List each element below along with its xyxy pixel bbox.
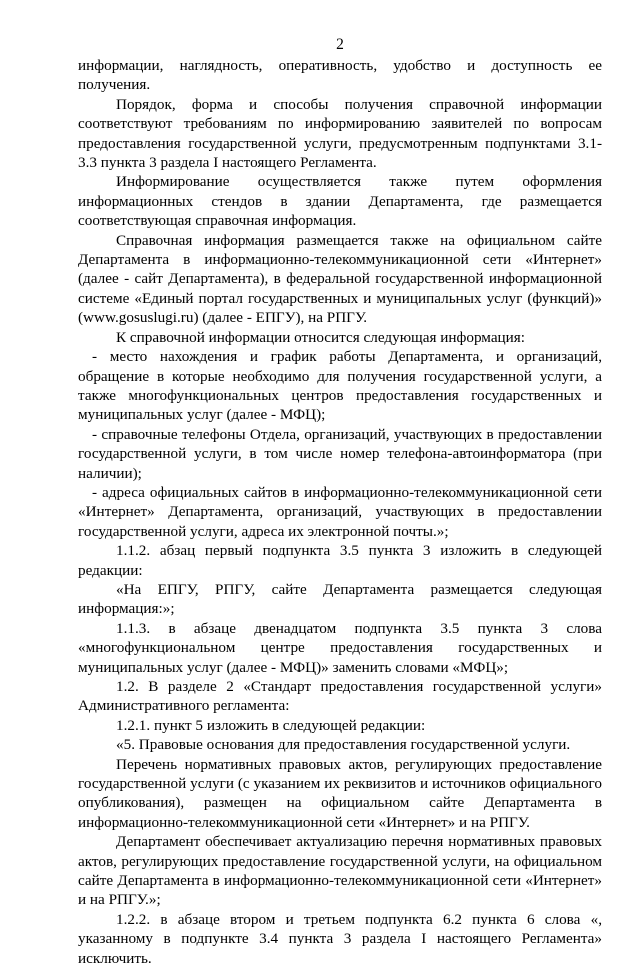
- paragraph-epgu-quote: «На ЕПГУ, РПГУ, сайте Департамента размещается следующая информация:»;: [78, 580, 602, 618]
- paragraph-reference-info-sites: Справочная информация размещается также на официальном сайте Департамента в информационно-телекоммуникационной сети «Интернет» (далее - сайт Департамента), в федеральной государственной информационной системе «Единый портал государственных и муниципальных услуг (функций)» (www.gosuslugi.ru) (далее - ЕПГУ), на РПГУ.: [78, 231, 602, 327]
- paragraph-procedure: Порядок, форма и способы получения справочной информации соответствуют требованиям по информированию заявителей по вопросам предоставления государственной услуги, предусмотренным подпунктами 3.1-3.3 пункта 3 раздела I настоящего Регламента.: [78, 95, 602, 172]
- page-number: 2: [336, 36, 344, 53]
- list-item-websites: - адреса официальных сайтов в информационно-телекоммуникационной сети «Интернет» Департамента, организаций, участвующих в предоставлении государственной услуги, адреса их электронной почты.»;: [78, 483, 602, 540]
- paragraph-1-1-3: 1.1.3. в абзаце двенадцатом подпункта 3.5 пункта 3 слова «многофункциональном центре предоставления государственных и муниципальных услуг (далее - МФЦ)» заменить словами «МФЦ»;: [78, 619, 602, 676]
- document-body: [78, 56, 602, 968]
- paragraph-continuation: информации, наглядность, оперативность, удобство и доступность ее получения.: [78, 57, 602, 94]
- paragraph-1-2-1: 1.2.1. пункт 5 изложить в следующей редакции:: [116, 716, 426, 734]
- paragraph-1-2: 1.2. В разделе 2 «Стандарт предоставления государственной услуги» Административного регламента:: [78, 678, 602, 715]
- list-item-phones: - справочные телефоны Отдела, организаций, участвующих в предоставлении государственной услуги, в том числе номер телефона-автоинформатора (при наличии);: [78, 425, 602, 482]
- paragraph-1-2-2: 1.2.2. в абзаце втором и третьем подпункта 6.2 пункта 6 слова «, указанному в подпункте 3.4 пункта 3 раздела I настоящего Регламента» исключить.: [78, 910, 602, 967]
- paragraph-legal-basis: «5. Правовые основания для предоставления государственной услуги.: [116, 736, 571, 754]
- paragraph-legal-acts-list: Перечень нормативных правовых актов, регулирующих предоставление государственной услуги (с указанием их реквизитов и источников официального опубликования), размещен на официальном сайте Департамента в информационно-телекоммуникационной сети «Интернет» и на РПГУ.: [78, 755, 602, 831]
- paragraph-reference-info-list-intro: К справочной информации относится следующая информация:: [116, 328, 526, 346]
- paragraph-1-1-2: 1.1.2. абзац первый подпункта 3.5 пункта 3 изложить в следующей редакции:: [78, 542, 602, 579]
- paragraph-informing-stands: Информирование осуществляется также путем оформления информационных стендов в здании Департамента, где размещается соответствующая справочная информация.: [78, 173, 602, 230]
- list-item-location: - место нахождения и график работы Департамента, и организаций, обращение в которые необходимо для получения государственной услуги, а также многофункциональных центров предоставления государственных и муниципальных услуг (далее - МФЦ);: [78, 348, 602, 424]
- paragraph-actualization: Департамент обеспечивает актуализацию перечня нормативных правовых актов, регулирующих предоставление государственной услуги, на официальном сайте Департамента в информационно-телекоммуникационной сети «Интернет» и на РПГУ.»;: [78, 833, 602, 909]
